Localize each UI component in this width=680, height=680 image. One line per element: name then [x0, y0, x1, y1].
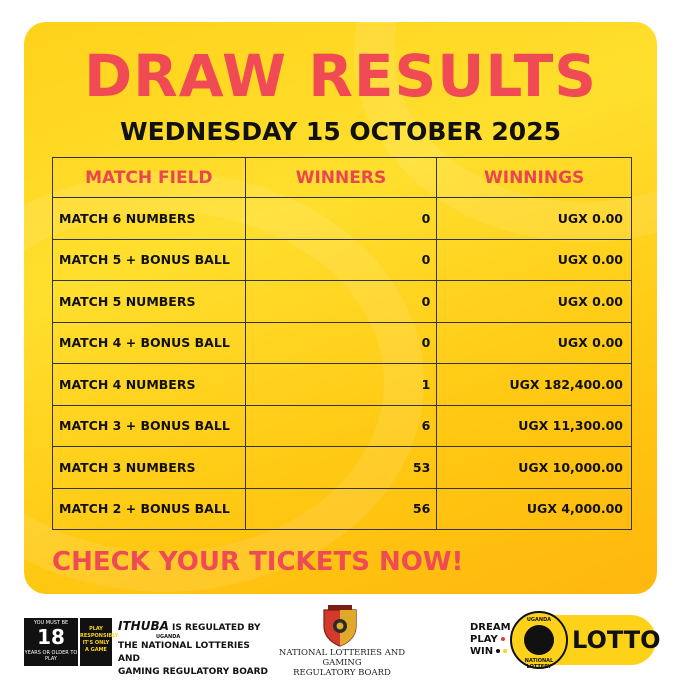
match-field-cell: MATCH 4 NUMBERS [53, 364, 246, 406]
ithuba-logo: ITHUBA [118, 619, 169, 633]
age-restriction-badge [24, 618, 78, 666]
winners-cell: 56 [245, 488, 437, 530]
draw-date: WEDNESDAY 15 OCTOBER 2025 [120, 117, 561, 146]
table-row [53, 322, 632, 364]
regulator-line: THE NATIONAL LOTTERIES AND [118, 641, 250, 664]
uganda-lotto-logo [510, 615, 661, 670]
winners-cell: 0 [245, 239, 437, 281]
match-field-cell: MATCH 5 + BONUS BALL [53, 239, 246, 281]
lotto-wordmark: LOTTO [572, 626, 661, 654]
table-row [53, 405, 632, 447]
slogan [470, 622, 511, 658]
play-line: A GAME [85, 647, 107, 653]
table-row [53, 364, 632, 406]
page-title: DRAW RESULTS [83, 42, 598, 110]
regulator-line: GAMING REGULATORY BOARD [118, 667, 268, 677]
regulatory-board-name [262, 648, 422, 678]
regulatory-board-crest-icon [320, 604, 360, 648]
match-field-cell: MATCH 3 NUMBERS [53, 447, 246, 489]
results-panel [24, 22, 657, 594]
check-tickets-banner: CHECK YOUR TICKETS NOW! [52, 547, 464, 577]
winners-cell: 53 [245, 447, 437, 489]
badge-top-text: UGANDA [526, 617, 552, 623]
column-header-winnings: WINNINGS [437, 158, 632, 198]
table-row [53, 488, 632, 530]
badge-center-icon [524, 625, 554, 655]
table-row [53, 239, 632, 281]
slogan-word: PLAY [470, 634, 498, 645]
age-badge-top: YOU MUST BE [33, 620, 69, 626]
slogan-word: WIN [470, 646, 494, 657]
match-field-cell: MATCH 5 NUMBERS [53, 281, 246, 323]
winnings-cell: UGX 10,000.00 [437, 447, 632, 489]
winners-cell: 1 [245, 364, 437, 406]
winnings-cell: UGX 0.00 [437, 198, 632, 240]
dot-icon [496, 649, 500, 653]
match-field-cell: MATCH 3 + BONUS BALL [53, 405, 246, 447]
board-line: REGULATORY BOARD [293, 668, 391, 678]
dot-icon [503, 649, 507, 653]
winnings-cell: UGX 182,400.00 [437, 364, 632, 406]
match-field-cell: MATCH 2 + BONUS BALL [53, 488, 246, 530]
winners-cell: 0 [245, 198, 437, 240]
match-field-cell: MATCH 4 + BONUS BALL [53, 322, 246, 364]
winners-cell: 6 [245, 405, 437, 447]
results-table [52, 157, 632, 530]
regulation-notice [118, 620, 268, 679]
winners-cell: 0 [245, 281, 437, 323]
table-row [53, 447, 632, 489]
play-line: RESPONSIBLY [80, 633, 119, 639]
match-field-cell: MATCH 6 NUMBERS [53, 198, 246, 240]
age-badge-number: 18 [37, 625, 65, 649]
column-header-match-field: MATCH FIELD [53, 158, 246, 198]
footer [0, 600, 680, 680]
table-row [53, 281, 632, 323]
winnings-cell: UGX 4,000.00 [437, 488, 632, 530]
winnings-cell: UGX 0.00 [437, 322, 632, 364]
play-line: PLAY [89, 626, 103, 632]
winnings-cell: UGX 0.00 [437, 281, 632, 323]
ithuba-sub: UGANDA [156, 634, 181, 640]
winnings-cell: UGX 11,300.00 [437, 405, 632, 447]
play-responsibly-badge [80, 618, 119, 666]
slogan-word: DREAM [470, 622, 511, 633]
winnings-cell: UGX 0.00 [437, 239, 632, 281]
board-line: NATIONAL LOTTERIES AND GAMING [278, 648, 406, 668]
play-line: IT'S ONLY [82, 640, 110, 646]
dot-icon [501, 637, 505, 641]
badge-bottom-text: NATIONAL LOTTERY [524, 658, 554, 670]
age-badge-bottom: YEARS OR OLDER TO PLAY [24, 650, 78, 662]
regulated-by-text: IS REGULATED BY [172, 623, 261, 633]
table-row [53, 198, 632, 240]
table-header-row [53, 158, 632, 198]
column-header-winners: WINNERS [245, 158, 437, 198]
national-lottery-badge [510, 611, 568, 669]
winners-cell: 0 [245, 322, 437, 364]
